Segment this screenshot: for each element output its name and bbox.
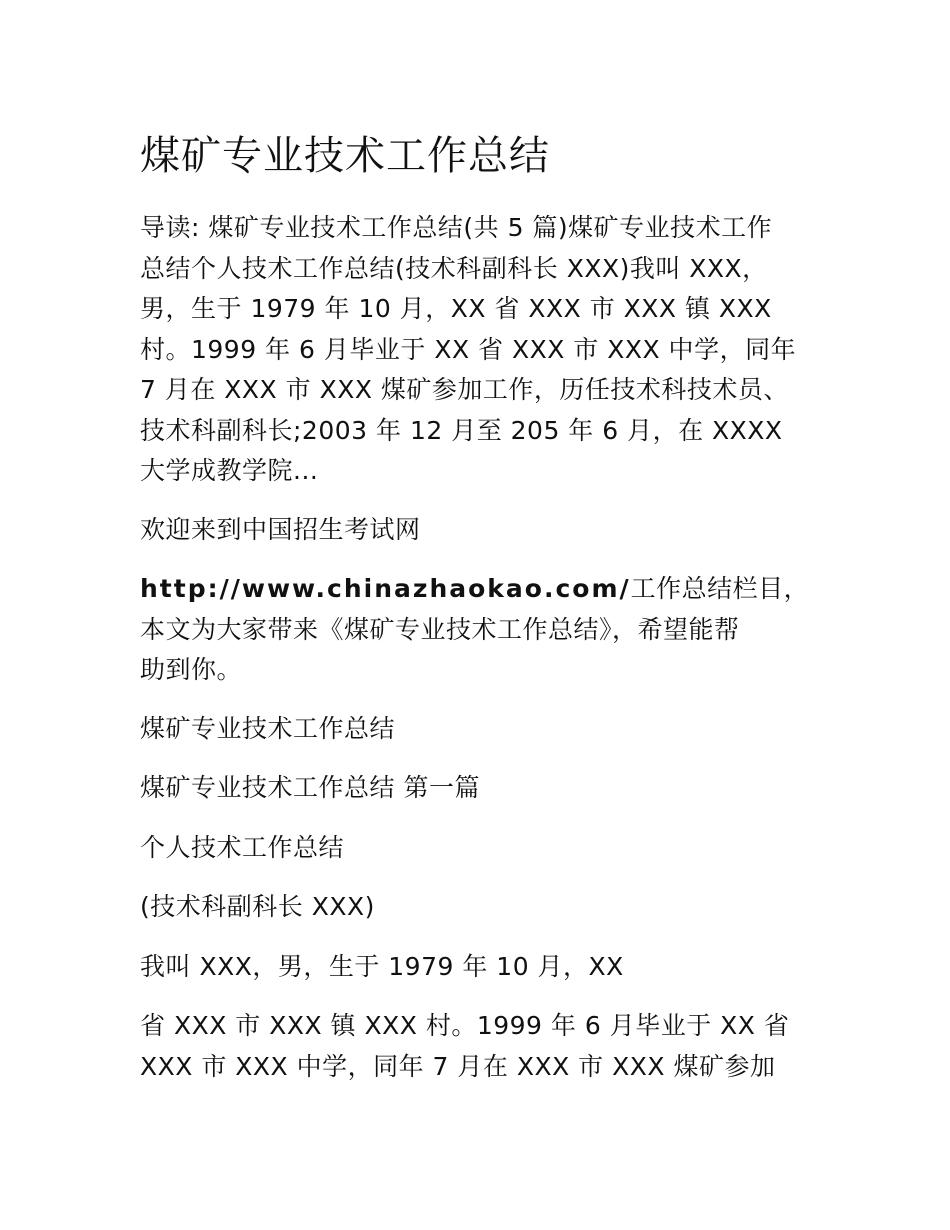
position-paragraph (140, 887, 820, 928)
text-line: 导读: 煤矿专业技术工作总结(共 5 篇)煤矿专业技术工作 (140, 213, 773, 242)
text-line: 技术科副科长;2003 年 12 月至 205 年 6 月，在 XXXX (140, 415, 783, 445)
document-page (140, 128, 820, 1105)
welcome-paragraph (140, 510, 820, 551)
text-line: 个人技术工作总结 (140, 832, 345, 862)
site-url-link[interactable]: http://www.chinazhaokao.com/ (140, 574, 631, 603)
intro-paragraph (140, 208, 820, 492)
text-line: 煤矿专业技术工作总结 第一篇 (140, 773, 480, 802)
url-paragraph (140, 569, 820, 691)
text-line: 村。1999 年 6 月毕业于 XX 省 XXX 市 XXX 中学，同年 (140, 334, 797, 364)
text-line: 7 月在 XXX 市 XXX 煤矿参加工作，历任技术科技术员、 (140, 375, 789, 404)
text-line: 大学成教学院... (140, 456, 319, 485)
document-title: 煤矿专业技术工作总结 (140, 133, 550, 179)
text-line: 助到你。 (140, 655, 243, 684)
text-line: 煤矿专业技术工作总结 (140, 713, 396, 743)
intro-line-paragraph (140, 947, 820, 988)
text-line: 本文为大家带来《煤矿专业技术工作总结》，希望能帮 (140, 614, 740, 644)
text-line: 男，生于 1979 年 10 月，XX 省 XXX 市 XXX 镇 XXX (140, 294, 772, 323)
text-line: 欢迎来到中国招生考试网 (140, 514, 421, 544)
text-line: XXX 市 XXX 中学，同年 7 月在 XXX 市 XXX 煤矿参加 (140, 1051, 776, 1081)
text-line: 我叫 XXX，男，生于 1979 年 10 月，XX (140, 951, 624, 981)
body-paragraph (140, 1006, 820, 1087)
subtitle-paragraph (140, 828, 820, 869)
text-line: 工作总结栏目， (630, 574, 810, 603)
text-line: 总结个人技术工作总结(技术科副科长 XXX)我叫 XXX， (140, 253, 768, 283)
heading-repeat-paragraph (140, 709, 820, 750)
text-line: 省 XXX 市 XXX 镇 XXX 村。1999 年 6 月毕业于 XX 省 (140, 1011, 790, 1040)
text-line: (技术科副科长 XXX) (140, 892, 375, 921)
chapter-heading (140, 768, 820, 809)
